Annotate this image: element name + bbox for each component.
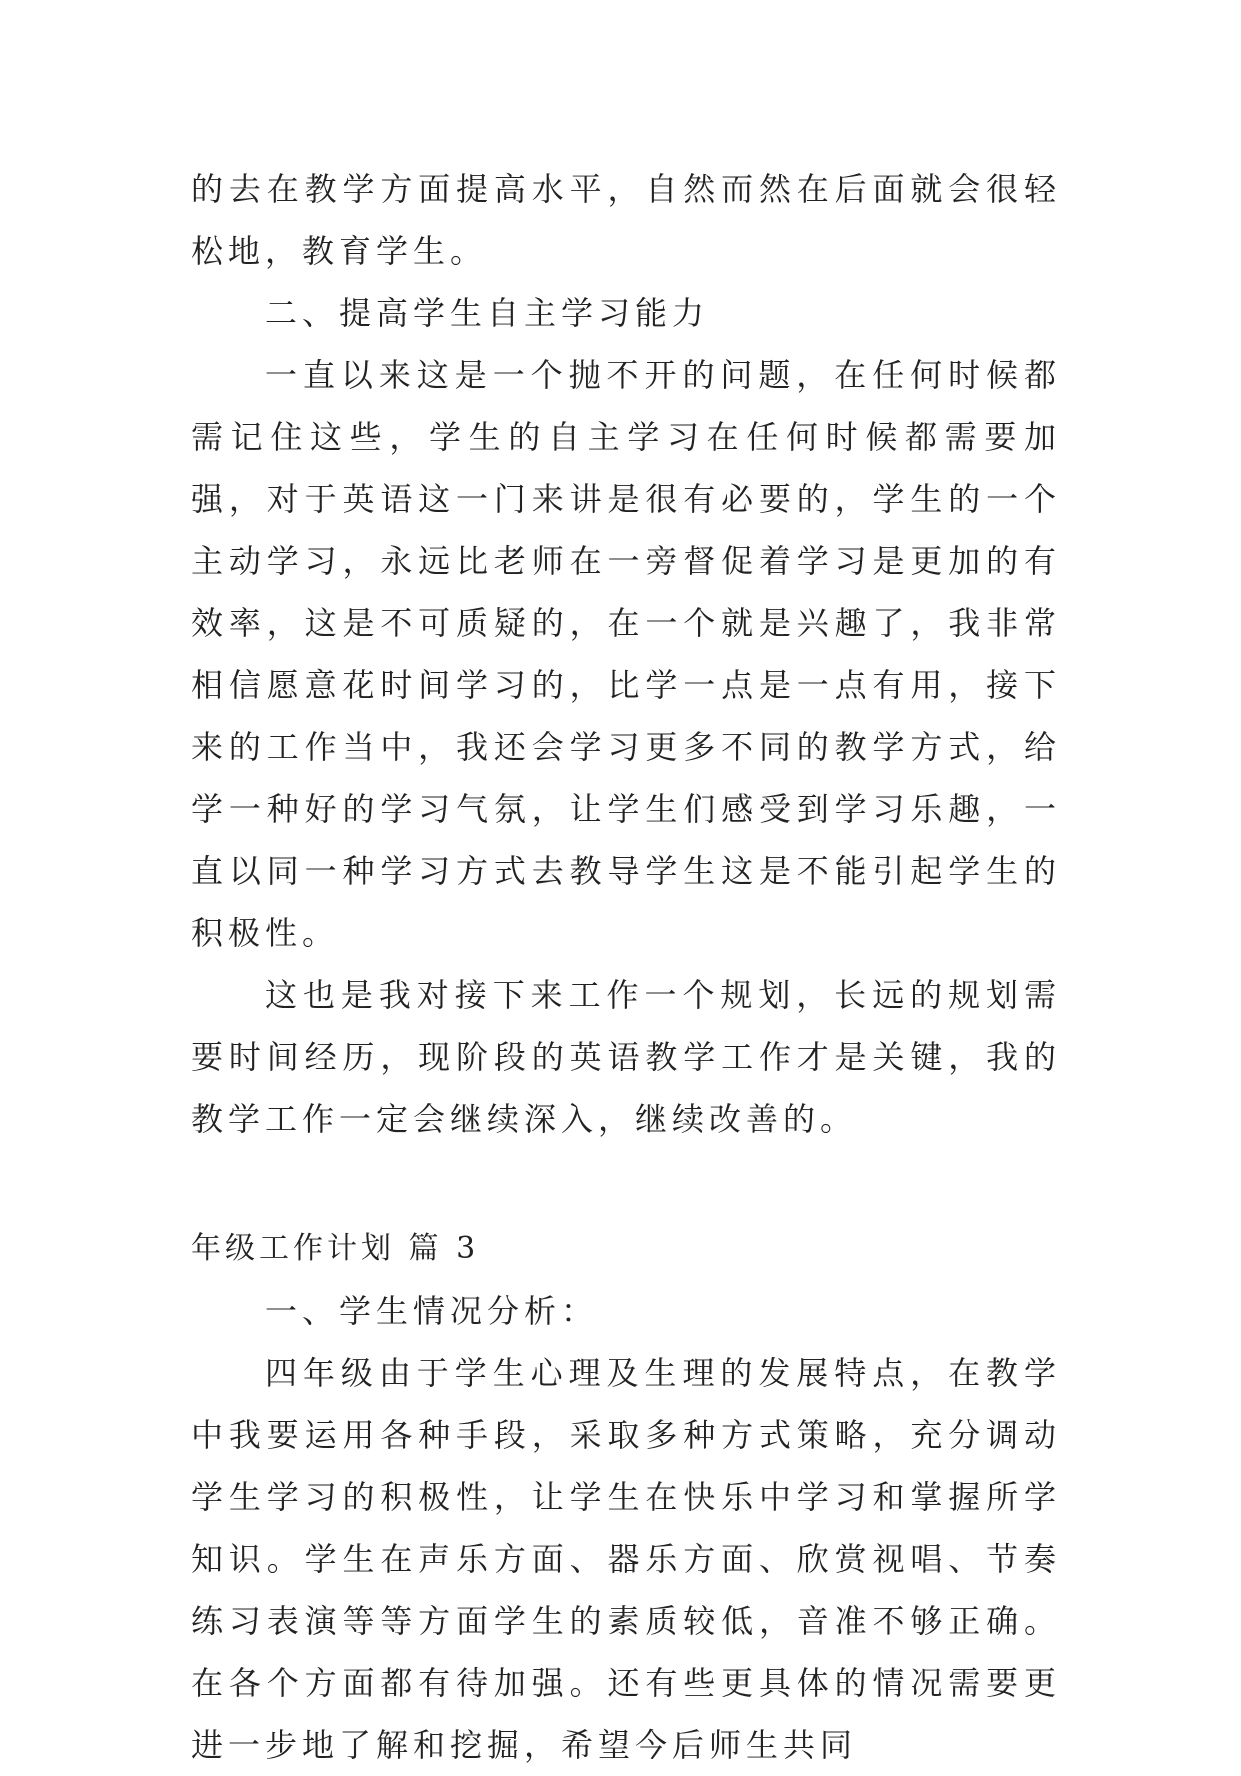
section-title: 年级工作计划 篇 3	[191, 1231, 480, 1266]
paragraph: 四年级由于学生心理及生理的发展特点，在教学中我要运用各种手段，采取多种方式策略，充分调动学生学习的积极性，让学生在快乐中学习和掌握所学知识。学生在声乐方面、器乐方面、欣赏视唱、节奏练习表演等等方面学生的素质较低，音准不够正确。在各个方面都有待加强。还有些更具体的情况需要更进一步地了解和挖掘，希望今后师生共同	[191, 1354, 1061, 1764]
section-gap	[191, 1150, 1061, 1218]
section-heading: 一、学生情况分析：	[265, 1292, 599, 1330]
paragraph: 一直以来这是一个抛不开的问题，在任何时候都需记住这些，学生的自主学习在任何时候都需要加强，对于英语这一门来讲是很有必要的，学生的一个主动学习，永远比老师在一旁督促着学习是更加的有效率，这是不可质疑的，在一个就是兴趣了，我非常相信愿意花时间学习的，比学一点是一点有用，接下来的工作当中，我还会学习更多不同的教学方式，给学一种好的学习气氛，让学生们感受到学习乐趣，一直以同一种学习方式去教导学生这是不能引起学生的积极性。	[191, 356, 1061, 952]
section-heading: 二、提高学生自主学习能力	[265, 294, 710, 332]
paragraph: 的去在教学方面提高水平，自然而然在后面就会很轻松地，教育学生。	[191, 170, 1061, 270]
document-body	[191, 158, 1061, 1776]
paragraph: 这也是我对接下来工作一个规划，长远的规划需要时间经历，现阶段的英语教学工作才是关键，我的教学工作一定会继续深入，继续改善的。	[191, 976, 1061, 1138]
